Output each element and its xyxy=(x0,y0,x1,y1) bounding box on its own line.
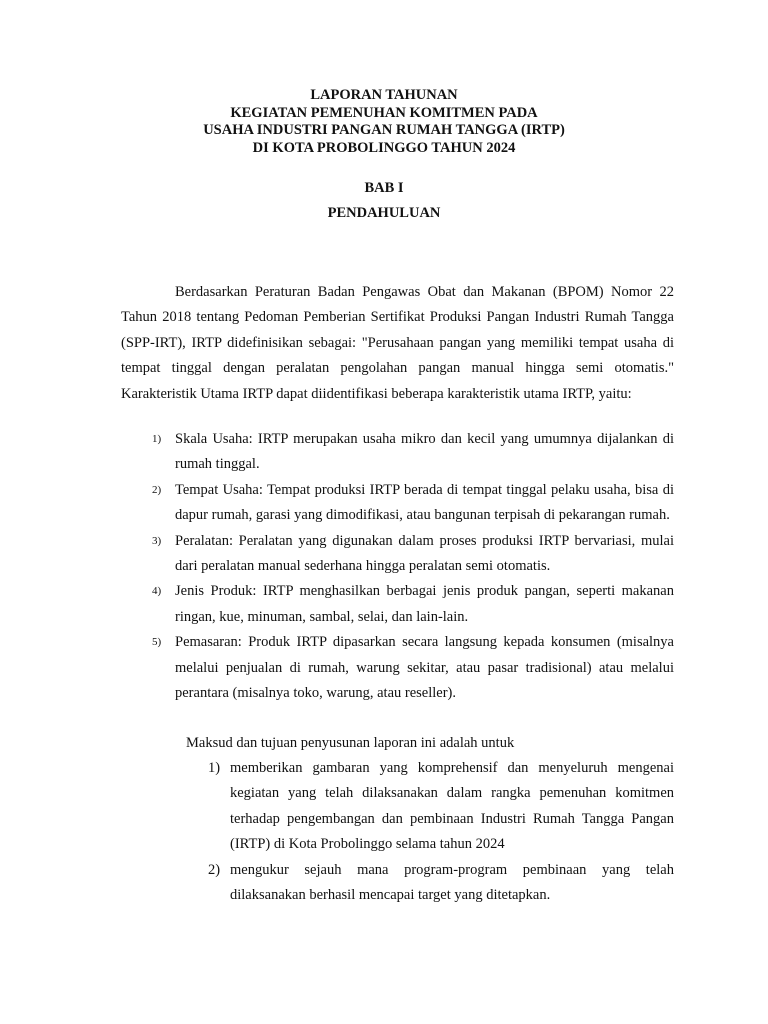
list-item-number: 2) xyxy=(152,483,162,496)
list-item-text: Skala Usaha: IRTP merupakan usaha mikro dan kecil yang umumnya dijalankan di rumah tinggal. xyxy=(175,431,674,473)
intro-paragraph: Berdasarkan Peraturan Badan Pengawas Obat dan Makanan (BPOM) Nomor 22 Tahun 2018 tentang Pedoman Pemberian Sertifikat Produksi Pangan Industri Rumah Tangga (SPP-IRT), IRTP didefinisikan sebagai: "Perusahaan pangan yang memiliki tempat usaha di tempat tinggal dengan peralatan pengolahan pangan manual hingga semi otomatis." Karakteristik Utama IRTP dapat diidentifikasi beberapa karakteristik utama IRTP, yaitu: xyxy=(121,284,674,402)
list-item-text: Peralatan: Peralatan yang digunakan dalam proses produksi IRTP bervariasi, mulai dari peralatan manual sederhana hingga peralatan semi otomatis. xyxy=(175,532,674,575)
list-item-text: memberikan gambaran yang komprehensif dan menyeluruh mengenai kegiatan yang telah dilaksanakan dalam rangka pemenuhan komitmen terhadap pengembangan dan pembinaan Industri Rumah Tangga Pangan (IRTP) di Kota Probolinggo selama tahun 2024 xyxy=(230,760,674,853)
characteristics-list xyxy=(121,427,674,706)
list-item-number: 4) xyxy=(152,585,162,598)
list-item-number: 1) xyxy=(208,760,221,776)
list-item xyxy=(121,630,674,706)
purpose-intro: Maksud dan tujuan penyusunan laporan ini adalah untuk xyxy=(186,735,515,751)
purposes-list xyxy=(208,756,674,908)
list-item-text: Pemasaran: Produk IRTP dipasarkan secara langsung kepada konsumen (misalnya melalui penjualan di rumah, warung sekitar, atau pasar tradisional) atau melalui perantara (misalnya toko, warung, atau reseller). xyxy=(175,634,674,702)
list-item-text: mengukur sejauh mana program-program pembinaan yang telah dilaksanakan berhasil mencapai target yang ditetapkan. xyxy=(230,861,674,904)
list-item-number: 2) xyxy=(208,861,221,878)
title-line-3: USAHA INDUSTRI PANGAN RUMAH TANGGA (IRTP) xyxy=(203,122,565,138)
list-item-number: 1) xyxy=(152,433,162,445)
chapter-heading: PENDAHULUAN xyxy=(327,205,441,221)
title-line-1: LAPORAN TAHUNAN xyxy=(310,87,458,103)
title-line-4: DI KOTA PROBOLINGGO TAHUN 2024 xyxy=(252,139,516,156)
list-item xyxy=(208,756,674,858)
chapter-number: BAB I xyxy=(364,180,404,196)
list-item xyxy=(121,427,674,478)
list-item-text: Tempat Usaha: Tempat produksi IRTP berada di tempat tinggal pelaku usaha, bisa di dapur rumah, garasi yang dimodifikasi, atau bangunan terpisah di pekarangan rumah. xyxy=(175,481,674,524)
list-item-number: 3) xyxy=(152,534,162,547)
list-item xyxy=(121,529,674,580)
list-item xyxy=(121,579,674,630)
report-title xyxy=(0,87,768,157)
list-item xyxy=(208,858,674,909)
list-item xyxy=(121,478,674,529)
list-item-text: Jenis Produk: IRTP menghasilkan berbagai jenis produk pangan, seperti makanan ringan, kue, minuman, sambal, selai, dan lain-lain. xyxy=(175,583,674,625)
title-line-2: KEGIATAN PEMENUHAN KOMITMEN PADA xyxy=(230,104,538,121)
list-item-number: 5) xyxy=(152,636,162,649)
